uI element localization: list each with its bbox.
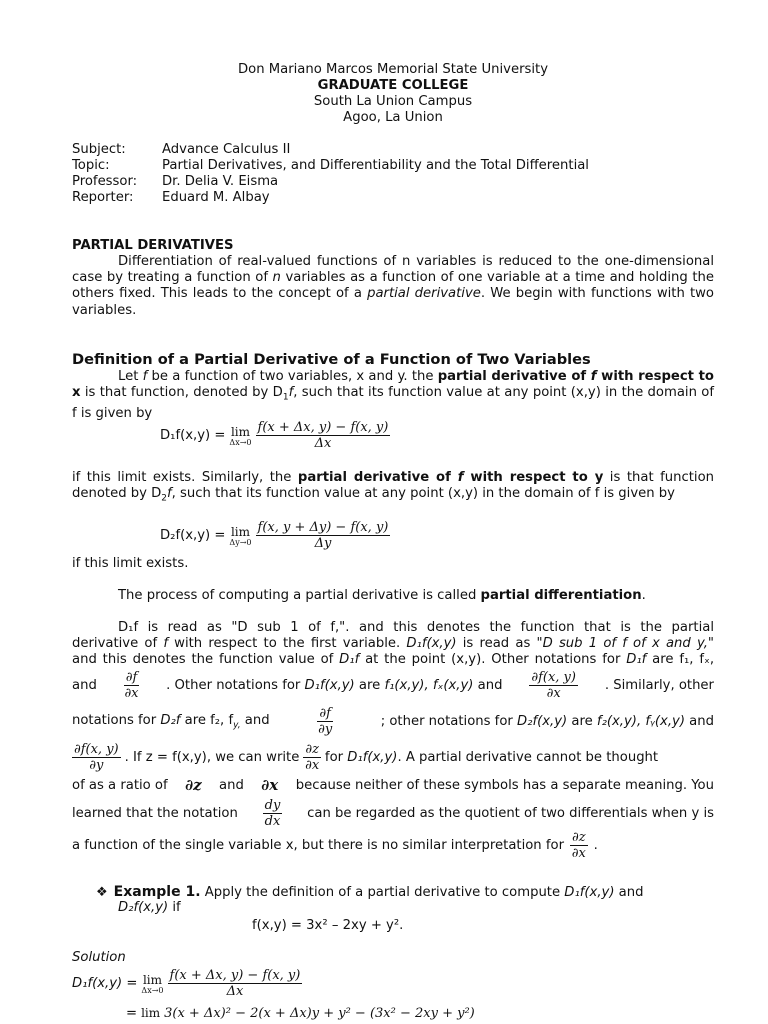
solution-step-2: = lim 3(x + Δx)² − 2(x + Δx)y + y² − (3x² − 2xy + y²) [126, 1006, 475, 1021]
campus-name: South La Union Campus [313, 94, 473, 109]
limit-operator: lim Δx→0 [141, 972, 164, 995]
equation-lhs: D₁f(x,y) = [160, 428, 226, 443]
similarity-paragraph: if this limit exists. Similarly, the partial derivative of f with respect to y is that function denoted by $D_2f$, such that its function value at any point (x,y) in the domain of f is given by [72, 470, 714, 504]
notation-line-1: D₁f is read as "D sub 1 of f,". and this denotes the function that is the partial [118, 620, 714, 635]
limit-fraction: $\frac{f(x + \Delta x, y) - f(x, y)}{\Delta x}$ [257, 420, 389, 451]
college-name: GRADUATE COLLEGE [317, 78, 469, 93]
meta-value: Partial Derivatives, and Differentiability and the Total Differential [162, 158, 589, 173]
partial-fraction: $\frac{\partial f(x, y)}{\partial x}$ [531, 670, 576, 701]
example-function: f(x,y) = 3x² – 2xy + y². [252, 918, 404, 933]
meta-key: Reporter: [72, 190, 134, 205]
meta-value: Advance Calculus II [162, 142, 291, 157]
partial-fraction: $\frac{\partial z}{\partial x}$ [305, 742, 320, 773]
partial-z-symbol: ∂z [185, 776, 202, 794]
notation-line-2: derivative of f with respect to the first variable. D₁f(x,y) is read as "D sub 1 of f of x and y," [72, 636, 714, 651]
example-line-2: D₂f(x,y) if [118, 900, 181, 915]
partial-fraction: $\frac{\partial f(x, y)}{\partial y}$ [74, 742, 119, 773]
university-name: Don Mariano Marcos Memorial State University [237, 62, 549, 77]
process-line: The process of computing a partial derivative is called partial differentiation. [118, 588, 646, 603]
solution-label: Solution [72, 950, 126, 965]
limit-operator: lim Δx→0 [229, 424, 252, 447]
partial-x-symbol: ∂x [261, 776, 279, 794]
section-heading: PARTIAL DERIVATIVES [72, 238, 234, 253]
notation-line-3: and this denotes the function value of D₁f at the point (x,y). Other notations for D₁f are f₁, fₓ, [72, 652, 715, 667]
notation-line-5: notations for D₂f are f₂, $f_{y,}$ and $\frac{\partial f}{\partial y}$ ; other notations for D₂f(x,y) are f₂(x,y), fᵧ(x,y) and [72, 706, 714, 737]
definition-paragraph: Let f be a function of two variables, x and y. the partial derivative of f with respect to x is that function, denoted by $D_1f$, such that its function value at any point (x,y) in the domain of f is given by [72, 369, 714, 422]
partial-fraction: $\frac{\partial z}{\partial x}$ [571, 830, 586, 861]
equation-lhs: D₂f(x,y) = [160, 528, 226, 543]
limit-operator: lim [141, 1006, 161, 1020]
limit-operator: lim Δy→0 [229, 524, 252, 547]
meta-value: Dr. Delia V. Eisma [162, 174, 279, 189]
limit-fraction: $\frac{f(x + \Delta x, y) - f(x, y)}{\Delta x}$ [169, 968, 301, 999]
equation-d2f [160, 520, 390, 551]
intro-paragraph: Differentiation of real-valued functions of n variables is reduced to the one-dimensional case by treating a function of n variables as a function of one variable at a time and holding the others fixed. This leads to the concept of a partial derivative. We begin with functions with two variables. [72, 254, 715, 318]
example-line: ❖ Example 1. Apply the definition of a partial derivative to compute D₁f(x,y) and [96, 884, 644, 900]
notation-line-7: of as a ratio of ∂z and ∂x because neither of these symbols has a separate meaning. You [72, 776, 714, 794]
limit-fraction: $\frac{f(x, y + \Delta y) - f(x, y)}{\Delta y}$ [257, 520, 389, 551]
meta-key: Subject: [72, 142, 126, 157]
notation-line-9: a function of the single variable x, but there is no similar interpretation for $\frac{\partial z}{\partial x}$ . [72, 830, 598, 861]
partial-fraction: $\frac{\partial f}{\partial y}$ [318, 706, 333, 737]
diamond-bullet-icon: ❖ [96, 885, 108, 900]
partial-fraction: $\frac{\partial f}{\partial x}$ [124, 670, 139, 701]
meta-value: Eduard M. Albay [162, 190, 270, 205]
equation-d1f [160, 420, 390, 451]
solution-step-1: D₁f(x,y) = lim Δx→0 $\frac{f(x + \Delta x, y) - f(x, y)}{\Delta x}$ [72, 968, 301, 999]
campus-location: Agoo, La Union [343, 110, 443, 125]
notation-line-4: and $\frac{\partial f}{\partial x}$ . Other notations for D₁f(x,y) are f₁(x,y), fₓ(x,y) and $\frac{\partial f(x, y)}{\partial x}$ . Similarly, other [72, 670, 714, 701]
limit-exists-line: if this limit exists. [72, 556, 189, 571]
notation-line-6: $\frac{\partial f(x, y)}{\partial y}$ . If z = f(x,y), we can write $\frac{\partial z}{\partial x}$ for D₁f(x,y). A partial derivative cannot be thought [74, 742, 659, 773]
definition-heading: Definition of a Partial Derivative of a Function of Two Variables [72, 351, 591, 368]
meta-key: Professor: [72, 174, 138, 189]
notation-line-8: learned that the notation $\frac{dy}{dx}$ can be regarded as the quotient of two differentials when y is [72, 798, 714, 829]
derivative-fraction: $\frac{dy}{dx}$ [264, 798, 281, 829]
meta-key: Topic: [72, 158, 110, 173]
